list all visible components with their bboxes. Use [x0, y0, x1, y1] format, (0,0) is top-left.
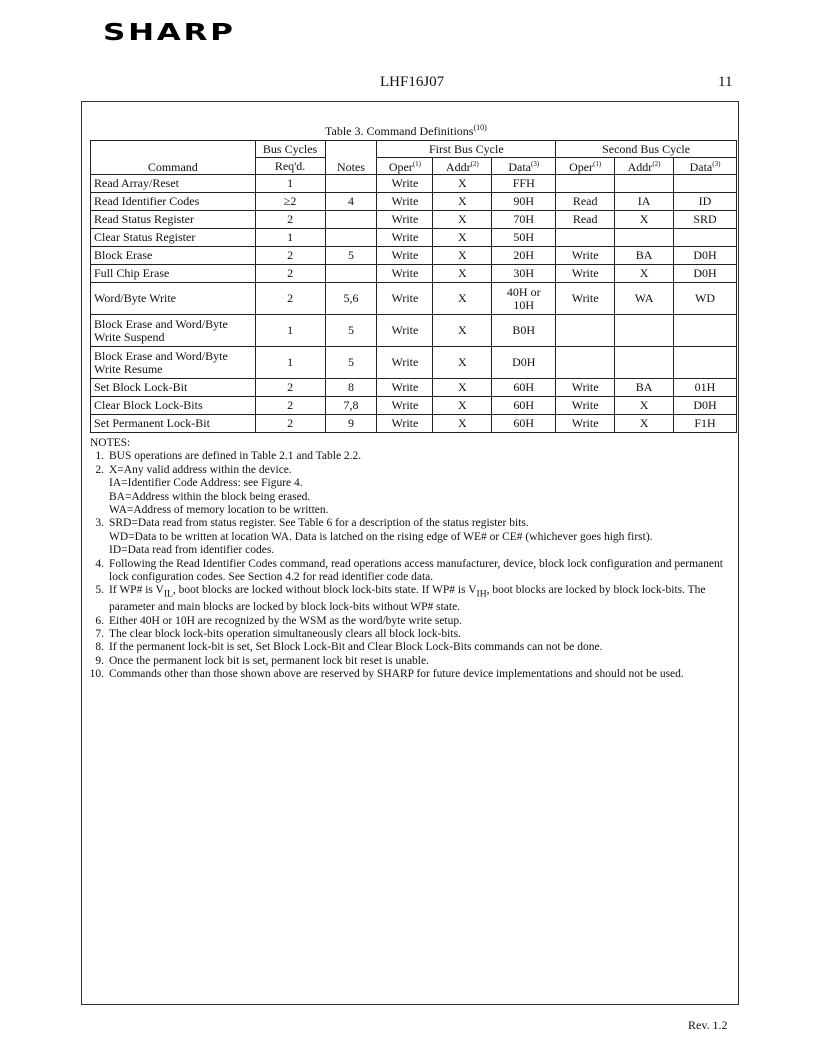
- oper2-cell: Read: [556, 193, 615, 211]
- header-command: Command: [91, 141, 256, 175]
- header-oper-1: [377, 158, 433, 175]
- notes-cell: 5,6: [325, 283, 377, 315]
- addr1-cell: X: [433, 229, 492, 247]
- notes-cell: 9: [325, 415, 377, 433]
- note-text: BUS operations are defined in Table 2.1 and Table 2.2.: [109, 450, 362, 463]
- oper1-cell: Write: [377, 283, 433, 315]
- note-number: 3.: [95, 517, 104, 530]
- note-2-ia: IA=Identifier Code Address: see Figure 4.: [109, 477, 303, 490]
- notes-cell: [325, 229, 377, 247]
- note-8: [88, 641, 736, 654]
- sharp-logo: SHARP: [103, 20, 236, 46]
- note-number: 6.: [95, 614, 104, 627]
- note-9: [88, 655, 736, 668]
- cycles-cell: ≥2: [255, 193, 325, 211]
- oper2-cell: Write: [556, 247, 615, 265]
- oper2-cell: Write: [556, 265, 615, 283]
- table-caption: [325, 123, 487, 139]
- revision-label: Rev. 1.2: [688, 1018, 728, 1032]
- command-definitions-table: [90, 140, 737, 433]
- command-cell: Word/Byte Write: [91, 283, 256, 315]
- header-data-2: [674, 158, 737, 175]
- note-text: X=Any valid address within the device.: [109, 463, 292, 476]
- command-cell: Block Erase and Word/Byte Write Resume: [91, 347, 256, 379]
- notes-section: [88, 437, 736, 682]
- note-number: 7.: [95, 627, 104, 640]
- data1-cell: FFH: [492, 175, 556, 193]
- addr1-cell: X: [433, 175, 492, 193]
- oper1-cell: Write: [377, 379, 433, 397]
- data2-cell: D0H: [674, 397, 737, 415]
- cycles-cell: 1: [255, 347, 325, 379]
- table-row: [91, 247, 737, 265]
- command-cell: Set Block Lock-Bit: [91, 379, 256, 397]
- note-text: If the permanent lock-bit is set, Set Block Lock-Bit and Clear Block Lock-Bits commands can not be done.: [109, 641, 603, 654]
- header-first-bus-cycle: First Bus Cycle: [377, 141, 556, 158]
- note-number: 2.: [95, 463, 104, 476]
- oper1-cell: Write: [377, 315, 433, 347]
- vil-subscript: IL: [163, 588, 173, 600]
- data2-cell: D0H: [674, 247, 737, 265]
- data1-cell: 90H: [492, 193, 556, 211]
- oper1-cell: Write: [377, 175, 433, 193]
- vih-subscript: IH: [476, 588, 487, 600]
- addr1-cell: X: [433, 283, 492, 315]
- data1-cell: B0H: [492, 315, 556, 347]
- addr-ref: (2): [470, 160, 479, 168]
- note-text: Commands other than those shown above are reserved by SHARP for future device implementations and should not be used.: [109, 668, 684, 681]
- note-5-part-a: If WP# is V: [109, 584, 164, 597]
- oper1-cell: Write: [377, 193, 433, 211]
- notes-cell: 5: [325, 315, 377, 347]
- cycles-cell: 2: [255, 211, 325, 229]
- note-5-part-c: , boot blocks are locked by block lock-bits. The parameter and main blocks are locked by block lock-bits without WP# state.: [109, 584, 706, 614]
- note-4: [88, 558, 736, 585]
- addr2-cell: [615, 175, 674, 193]
- note-text: Following the Read Identifier Codes command, read operations access manufacturer, device, block lock configuration and permanent lock configuration codes. See Section 4.2 for read identifier code data.: [109, 557, 723, 584]
- notes-cell: 5: [325, 247, 377, 265]
- command-cell: Read Identifier Codes: [91, 193, 256, 211]
- note-number: 1.: [95, 450, 104, 463]
- oper2-cell: Write: [556, 415, 615, 433]
- cycles-cell: 1: [255, 315, 325, 347]
- caption-text: Table 3. Command Definitions: [325, 124, 474, 138]
- note-text: Either 40H or 10H are recognized by the WSM as the word/byte write setup.: [109, 614, 462, 627]
- header-addr-1: [433, 158, 492, 175]
- notes-cell: 4: [325, 193, 377, 211]
- table-row: [91, 283, 737, 315]
- command-cell: Clear Status Register: [91, 229, 256, 247]
- addr2-cell: X: [615, 211, 674, 229]
- cycles-cell: 2: [255, 397, 325, 415]
- note-2-ba: BA=Address within the block being erased.: [109, 490, 311, 503]
- data2-cell: [674, 175, 737, 193]
- addr1-cell: X: [433, 397, 492, 415]
- addr2-cell: BA: [615, 379, 674, 397]
- table-row: [91, 265, 737, 283]
- note-7: [88, 628, 736, 641]
- notes-cell: 8: [325, 379, 377, 397]
- oper2-cell: [556, 229, 615, 247]
- addr2-cell: IA: [615, 193, 674, 211]
- note-number: 9.: [95, 654, 104, 667]
- data1-cell: 60H: [492, 379, 556, 397]
- page-number: 11: [718, 74, 733, 90]
- note-2-wa: WA=Address of memory location to be written.: [109, 504, 329, 517]
- addr2-cell: X: [615, 265, 674, 283]
- note-6: [88, 615, 736, 628]
- data-label: Data: [508, 160, 531, 174]
- addr1-cell: X: [433, 193, 492, 211]
- notes-cell: 5: [325, 347, 377, 379]
- data2-cell: D0H: [674, 265, 737, 283]
- oper1-cell: Write: [377, 415, 433, 433]
- note-number: 10.: [89, 668, 104, 681]
- header-addr-2: [615, 158, 674, 175]
- data2-cell: WD: [674, 283, 737, 315]
- cycles-cell: 2: [255, 415, 325, 433]
- oper1-cell: Write: [377, 211, 433, 229]
- cycles-cell: 1: [255, 175, 325, 193]
- table-row: [91, 193, 737, 211]
- oper2-cell: Write: [556, 397, 615, 415]
- cycles-cell: 1: [255, 229, 325, 247]
- oper2-cell: Read: [556, 211, 615, 229]
- addr2-cell: X: [615, 415, 674, 433]
- addr2-cell: [615, 229, 674, 247]
- addr2-cell: X: [615, 397, 674, 415]
- note-number: 8.: [95, 641, 104, 654]
- data-label: Data: [689, 160, 713, 174]
- addr-label: Addr: [627, 160, 653, 174]
- addr2-cell: [615, 315, 674, 347]
- note-5: [88, 584, 736, 614]
- table-row: [91, 347, 737, 379]
- oper2-cell: [556, 175, 615, 193]
- header-notes: Notes: [325, 141, 377, 175]
- command-cell: Read Array/Reset: [91, 175, 256, 193]
- data2-cell: F1H: [674, 415, 737, 433]
- note-3-wd: WD=Data to be written at location WA. Data is latched on the rising edge of WE# or CE# (whichever goes high first).: [109, 530, 653, 543]
- document-code: LHF16J07: [380, 74, 445, 90]
- oper1-cell: Write: [377, 265, 433, 283]
- addr2-cell: [615, 347, 674, 379]
- oper-ref: (1): [593, 160, 602, 168]
- command-cell: Read Status Register: [91, 211, 256, 229]
- command-cell: Block Erase: [91, 247, 256, 265]
- data1-cell: 30H: [492, 265, 556, 283]
- oper2-cell: [556, 347, 615, 379]
- table-row: [91, 229, 737, 247]
- caption-ref: (10): [473, 123, 487, 132]
- data1-cell: 70H: [492, 211, 556, 229]
- command-cell: Set Permanent Lock-Bit: [91, 415, 256, 433]
- note-10: [88, 668, 736, 681]
- addr2-cell: BA: [615, 247, 674, 265]
- header-reqd: Req'd.: [255, 158, 325, 175]
- notes-cell: 7,8: [325, 397, 377, 415]
- addr1-cell: X: [433, 415, 492, 433]
- addr1-cell: X: [433, 247, 492, 265]
- notes-heading: NOTES:: [90, 437, 131, 449]
- data2-cell: [674, 347, 737, 379]
- command-cell: Clear Block Lock-Bits: [91, 397, 256, 415]
- oper-label: Oper: [569, 160, 594, 174]
- oper-label: Oper: [388, 160, 413, 174]
- note-number: 4.: [95, 557, 104, 570]
- note-number: 5.: [95, 584, 104, 597]
- data2-cell: [674, 315, 737, 347]
- note-5-part-b: , boot blocks are locked without block lock-bits state. If WP# is V: [172, 584, 477, 597]
- data2-cell: ID: [674, 193, 737, 211]
- oper1-cell: Write: [377, 397, 433, 415]
- data1-cell: 20H: [492, 247, 556, 265]
- oper2-cell: Write: [556, 283, 615, 315]
- table-row: [91, 211, 737, 229]
- addr1-cell: X: [433, 315, 492, 347]
- addr1-cell: X: [433, 347, 492, 379]
- data1-cell: 60H: [492, 415, 556, 433]
- command-cell: Full Chip Erase: [91, 265, 256, 283]
- cycles-cell: 2: [255, 265, 325, 283]
- table-row: [91, 379, 737, 397]
- addr2-cell: WA: [615, 283, 674, 315]
- note-3-id: ID=Data read from identifier codes.: [109, 544, 275, 557]
- data2-cell: 01H: [674, 379, 737, 397]
- oper1-cell: Write: [377, 347, 433, 379]
- header-bus-cycles: Bus Cycles: [255, 141, 325, 158]
- oper-ref: (1): [412, 160, 421, 168]
- data1-cell: 50H: [492, 229, 556, 247]
- addr1-cell: X: [433, 379, 492, 397]
- oper2-cell: Write: [556, 379, 615, 397]
- cycles-cell: 2: [255, 379, 325, 397]
- oper1-cell: Write: [377, 229, 433, 247]
- data1-cell: 60H: [492, 397, 556, 415]
- cycles-cell: 2: [255, 283, 325, 315]
- table-row: [91, 175, 737, 193]
- note-2: [88, 464, 736, 477]
- data-ref: (3): [530, 160, 540, 168]
- table-row: [91, 415, 737, 433]
- header-second-bus-cycle: Second Bus Cycle: [556, 141, 737, 158]
- data1-cell: 40H or 10H: [492, 283, 556, 315]
- note-text: SRD=Data read from status register. See Table 6 for a description of the status register bits.: [109, 517, 529, 530]
- table-row: [91, 397, 737, 415]
- note-text: [109, 584, 736, 614]
- oper1-cell: Write: [377, 247, 433, 265]
- header-oper-2: [556, 158, 615, 175]
- addr1-cell: X: [433, 265, 492, 283]
- addr-label: Addr: [445, 160, 471, 174]
- data2-cell: [674, 229, 737, 247]
- cycles-cell: 2: [255, 247, 325, 265]
- notes-cell: [325, 211, 377, 229]
- addr1-cell: X: [433, 211, 492, 229]
- note-3: [88, 517, 736, 530]
- command-cell: Block Erase and Word/Byte Write Suspend: [91, 315, 256, 347]
- notes-cell: [325, 175, 377, 193]
- data2-cell: SRD: [674, 211, 737, 229]
- note-text: Once the permanent lock bit is set, permanent lock bit reset is unable.: [109, 654, 429, 667]
- oper2-cell: [556, 315, 615, 347]
- addr-ref: (2): [652, 160, 661, 168]
- note-1: [88, 450, 736, 463]
- note-text: The clear block lock-bits operation simultaneously clears all block lock-bits.: [109, 627, 461, 640]
- notes-cell: [325, 265, 377, 283]
- header-data-1: [492, 158, 556, 175]
- table-row: [91, 315, 737, 347]
- data1-cell: D0H: [492, 347, 556, 379]
- data-ref: (3): [712, 160, 721, 168]
